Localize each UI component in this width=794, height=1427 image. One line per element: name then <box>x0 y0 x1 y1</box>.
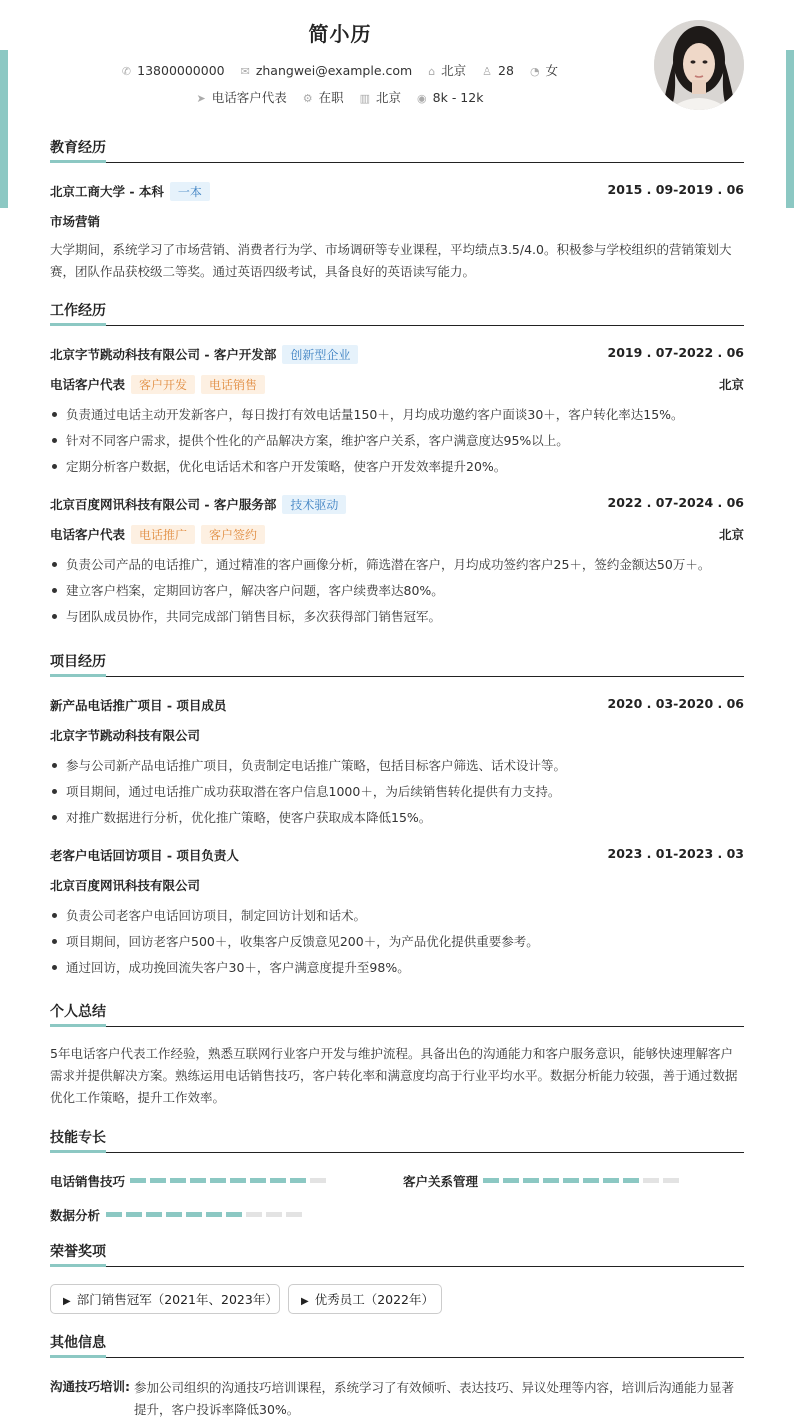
education-school: 北京工商大学 - 本科 一本 2015 . 09-2019 . 06 <box>50 182 744 199</box>
list-item: 负责公司老客户电话回访项目，制定回访计划和话术。 <box>50 906 744 924</box>
skill-name: 数据分析 <box>50 1208 101 1223</box>
role-tag: 电话推广 <box>131 525 195 544</box>
list-item: 负责通过电话主动开发新客户，每日拨打有效电话量150＋，月均成功邀约客户面谈30＋，客户转化率达15%。 <box>50 405 744 423</box>
skill-level-segment <box>563 1178 579 1183</box>
right-accent-bar <box>786 50 794 208</box>
skill-level-segment <box>166 1212 182 1217</box>
work-city: 北京 <box>718 527 744 542</box>
skill-level-segment <box>206 1212 222 1217</box>
project-period: 2020 . 03-2020 . 06 <box>607 696 744 711</box>
education-period: 2015 . 09-2019 . 06 <box>607 182 744 197</box>
education-desc: 大学期间，系统学习了市场营销、消费者行为学、市场调研等专业课程，平均绩点3.5/4.0。积极参与学校组织的营销策划大赛，团队作品获校级二等奖。通过英语四级考试，具备良好的英语读写能力。 <box>50 242 732 279</box>
target-city: 北京 <box>376 90 402 105</box>
skill-level-segment <box>210 1178 226 1183</box>
list-item: 定期分析客户数据，优化电话话术和客户开发策略，使客户开发效率提升20%。 <box>50 457 744 475</box>
skill-level-segment <box>186 1212 202 1217</box>
skill-level-segment <box>623 1178 639 1183</box>
skill-level-segment <box>150 1178 166 1183</box>
list-item: 通过回访，成功挽回流失客户30＋，客户满意度提升至98%。 <box>50 958 744 976</box>
email: zhangwei@example.com <box>255 63 413 78</box>
skill-level-segment <box>170 1178 186 1183</box>
age: 28 <box>498 63 514 78</box>
gender: 女 <box>545 63 559 78</box>
work-period: 2019 . 07-2022 . 06 <box>607 345 744 360</box>
job-intent-row <box>0 88 680 106</box>
age-icon: ♙ <box>482 65 493 78</box>
triangle-icon: ▶ <box>63 1296 71 1307</box>
city: 北京 <box>441 63 467 78</box>
phone-icon: ✆ <box>121 65 132 78</box>
role-tag: 电话销售 <box>201 375 265 394</box>
job-target: 电话客户代表 <box>211 90 287 105</box>
email-icon: ✉ <box>240 65 250 78</box>
list-item: 对推广数据进行分析，优化推广策略，使客户获取成本降低15%。 <box>50 808 744 826</box>
company-tag: 技术驱动 <box>282 495 346 514</box>
list-item: 项目期间，回访老客户500＋，收集客户反馈意见200＋，为产品优化提供重要参考。 <box>50 932 744 950</box>
skill-level-segment <box>286 1212 302 1217</box>
list-item: 与团队成员协作，共同完成部门销售目标，多次获得部门销售冠军。 <box>50 607 744 625</box>
resume-name: 简小历 <box>308 22 372 46</box>
avatar <box>654 20 744 110</box>
skill-level-segment <box>603 1178 619 1183</box>
skill-level-segment <box>523 1178 539 1183</box>
work-company: 北京百度网讯科技有限公司 - 客户服务部 技术驱动 2022 . 07-2024 . 06 <box>50 495 744 512</box>
award-badge: ▶ 部门销售冠军（2021年、2023年） <box>50 1284 280 1314</box>
section-summary: 个人总结 <box>50 1004 744 1027</box>
project-title: 老客户电话回访项目 - 项目负责人 2023 . 01-2023 . 03 <box>50 846 744 863</box>
skill-level-segment <box>266 1212 282 1217</box>
send-icon: ➤ <box>196 92 206 105</box>
list-item: 项目期间，通过电话推广成功获取潜在客户信息1000＋，为后续销售转化提供有力支持。 <box>50 782 744 800</box>
contact-row <box>0 61 680 79</box>
skill-level-segment <box>503 1178 519 1183</box>
section-education: 教育经历 <box>50 140 744 163</box>
work-period: 2022 . 07-2024 . 06 <box>607 495 744 510</box>
section-other: 其他信息 <box>50 1335 744 1358</box>
skill-level-segment <box>483 1178 499 1183</box>
work-role: 电话客户代表 电话推广 客户签约 北京 <box>50 527 744 542</box>
section-work: 工作经历 <box>50 303 744 326</box>
skill-level-segment <box>543 1178 559 1183</box>
skill-level-segment <box>250 1178 266 1183</box>
other-label: 沟通技巧培训: <box>50 1379 130 1394</box>
salary: 8k - 12k <box>432 90 484 105</box>
skill-level-bar <box>130 1178 326 1183</box>
skill-level-segment <box>230 1178 246 1183</box>
company-tag: 创新型企业 <box>282 345 358 364</box>
skill-name: 电话销售技巧 <box>50 1174 126 1189</box>
summary-text: 5年电话客户代表工作经验，熟悉互联网行业客户开发与维护流程。具备出色的沟通能力和客户服务意识，能够快速理解客户需求并提供解决方案。熟练运用电话销售技巧，客户转化率和满意度均高于行业平均水平。数据分析能力较强，善于通过数据优化工作策略，提升工作效率。 <box>50 1046 738 1105</box>
triangle-icon: ▶ <box>301 1296 309 1307</box>
project-title: 新产品电话推广项目 - 项目成员 2020 . 03-2020 . 06 <box>50 696 744 713</box>
skill-level-segment <box>663 1178 679 1183</box>
skill-level-segment <box>106 1212 122 1217</box>
skill-level-segment <box>226 1212 242 1217</box>
gender-icon: ◔ <box>529 65 540 78</box>
section-skills: 技能专长 <box>50 1130 744 1153</box>
skill-level-segment <box>290 1178 306 1183</box>
skill-level-segment <box>190 1178 206 1183</box>
skill-level-bar <box>106 1212 302 1217</box>
list-item: 参与公司新产品电话推广项目，负责制定电话推广策略，包括目标客户筛选、话术设计等。 <box>50 756 744 774</box>
award-badge: ▶ 优秀员工（2022年） <box>288 1284 442 1314</box>
skill-level-bar <box>483 1178 679 1183</box>
status-icon: ⚙ <box>302 92 313 105</box>
skill-level-segment <box>130 1178 146 1183</box>
building-icon: ▥ <box>359 92 371 105</box>
role-tag: 客户开发 <box>131 375 195 394</box>
skill-level-segment <box>583 1178 599 1183</box>
skill-level-segment <box>643 1178 659 1183</box>
work-company: 北京字节跳动科技有限公司 - 客户开发部 创新型企业 2019 . 07-2022 . 06 <box>50 345 744 362</box>
job-status: 在职 <box>318 90 344 105</box>
skill-level-segment <box>126 1212 142 1217</box>
skill-level-segment <box>246 1212 262 1217</box>
list-item: 针对不同客户需求，提供个性化的产品解决方案，维护客户关系，客户满意度达95%以上。 <box>50 431 744 449</box>
list-item: 负责公司产品的电话推广，通过精准的客户画像分析，筛选潜在客户，月均成功签约客户25＋，签约金额达50万＋。 <box>50 555 744 573</box>
section-projects: 项目经历 <box>50 654 744 677</box>
skill-level-segment <box>310 1178 326 1183</box>
other-text: 参加公司组织的沟通技巧培训课程，系统学习了有效倾听、表达技巧、异议处理等内容，培训后沟通能力显著提升，客户投诉率降低30%。 <box>134 1380 735 1417</box>
education-major: 市场营销 <box>50 214 101 229</box>
skill-name: 客户关系管理 <box>403 1174 479 1189</box>
home-icon: ⌂ <box>428 65 436 78</box>
project-company: 北京字节跳动科技有限公司 <box>50 728 201 743</box>
list-item: 建立客户档案，定期回访客户，解决客户问题，客户续费率达80%。 <box>50 581 744 599</box>
education-tag: 一本 <box>170 182 210 201</box>
work-city: 北京 <box>718 377 744 392</box>
phone: 13800000000 <box>137 63 225 78</box>
salary-icon: ◉ <box>417 92 427 105</box>
role-tag: 客户签约 <box>201 525 265 544</box>
work-role: 电话客户代表 客户开发 电话销售 北京 <box>50 377 744 392</box>
project-company: 北京百度网讯科技有限公司 <box>50 878 201 893</box>
project-period: 2023 . 01-2023 . 03 <box>607 846 744 861</box>
section-awards: 荣誉奖项 <box>50 1244 744 1267</box>
skill-level-segment <box>146 1212 162 1217</box>
skill-level-segment <box>270 1178 286 1183</box>
